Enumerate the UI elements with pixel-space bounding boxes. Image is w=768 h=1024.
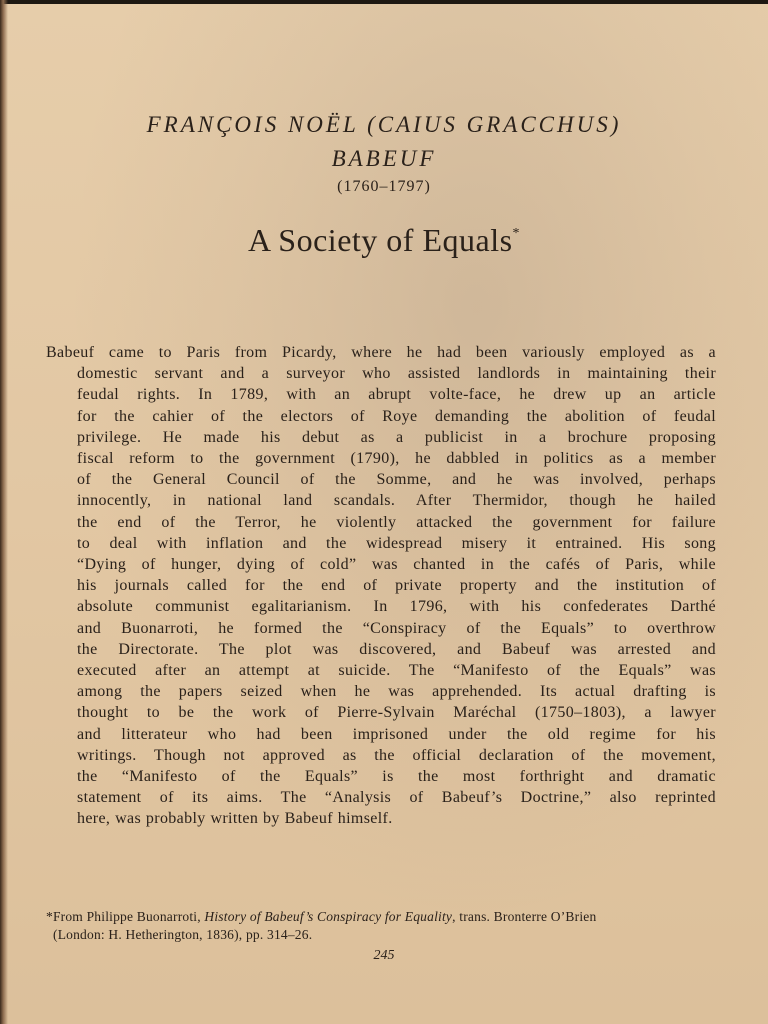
footnote-marker: * xyxy=(512,226,521,241)
footnote-prefix: *From Philippe Buonarroti, xyxy=(46,909,205,924)
paragraph-line: thought to be the work of Pierre-Sylvain Maréchal (1750–1803), a lawyer xyxy=(77,704,716,722)
paragraph-line: executed after an attempt at suicide. The “Manifesto of the Equals” was xyxy=(77,662,716,680)
scan-top-edge xyxy=(0,0,768,4)
paragraph-line: fiscal reform to the government (1790), he dabbled in politics as a member xyxy=(77,450,716,468)
author-name-line1: FRANÇOIS NOËL (CAIUS GRACCHUS) xyxy=(146,112,622,137)
paragraph-line: of the General Council of the Somme, and he was involved, perhaps xyxy=(77,471,716,489)
paragraph-line: the Directorate. The plot was discovered, and Babeuf was arrested and xyxy=(77,640,716,658)
paragraph-line: for the cahier of the electors of Roye demanding the abolition of feudal xyxy=(77,407,716,425)
footnote xyxy=(46,908,716,944)
footnote-line2: (London: H. Hetherington, 1836), pp. 314–26. xyxy=(53,927,313,942)
paragraph-line: among the papers seized when he was apprehended. Its actual drafting is xyxy=(77,683,716,701)
paragraph-line: innocently, in national land scandals. After Thermidor, though he hailed xyxy=(77,492,716,510)
author-dates: (1760–1797) xyxy=(337,178,431,195)
paragraph-line: absolute communist egalitarianism. In 1796, with his confederates Darthé xyxy=(77,598,716,616)
paragraph-line: Babeuf came to Paris from Picardy, where he had been variously employed as a xyxy=(46,344,716,361)
paragraph-line: writings. Though not approved as the official declaration of the movement, xyxy=(77,746,716,764)
paragraph-line: the end of the Terror, he violently attacked the government for failure xyxy=(77,513,716,531)
author-name-line2: BABEUF xyxy=(331,146,437,171)
footnote-suffix: , trans. Bronterre O’Brien xyxy=(452,909,597,924)
paragraph-line: “Dying of hunger, dying of cold” was chanted in the cafés of Paris, while xyxy=(77,556,716,574)
paragraph-line: and litterateur who had been imprisoned under the old regime for his xyxy=(77,725,716,743)
footnote-work-title: History of Babeuf’s Conspiracy for Equality xyxy=(204,909,453,924)
paragraph-line: and Buonarroti, he formed the “Conspiracy of the Equals” to overthrow xyxy=(77,619,716,637)
paragraph-line: here, was probably written by Babeuf himself. xyxy=(77,810,393,828)
paragraph-line: the “Manifesto of the Equals” is the most forthright and dramatic xyxy=(77,768,716,786)
introduction-paragraph xyxy=(46,342,716,830)
page-number: 245 xyxy=(373,948,395,963)
paragraph-line: his journals called for the end of private property and the institution of xyxy=(77,577,716,595)
paragraph-line: privilege. He made his debut as a publicist in a brochure proposing xyxy=(77,428,716,446)
chapter-title xyxy=(0,222,768,259)
paragraph-line: statement of its aims. The “Analysis of Babeuf’s Doctrine,” also reprinted xyxy=(77,789,716,807)
paragraph-line: feudal rights. In 1789, with an abrupt volte-face, he drew up an article xyxy=(77,386,716,404)
paragraph-line: to deal with inflation and the widespread misery it entrained. His song xyxy=(77,534,716,552)
paragraph-line: domestic servant and a surveyor who assisted landlords in maintaining their xyxy=(77,365,716,383)
chapter-title-text: A Society of Equals xyxy=(247,222,513,258)
